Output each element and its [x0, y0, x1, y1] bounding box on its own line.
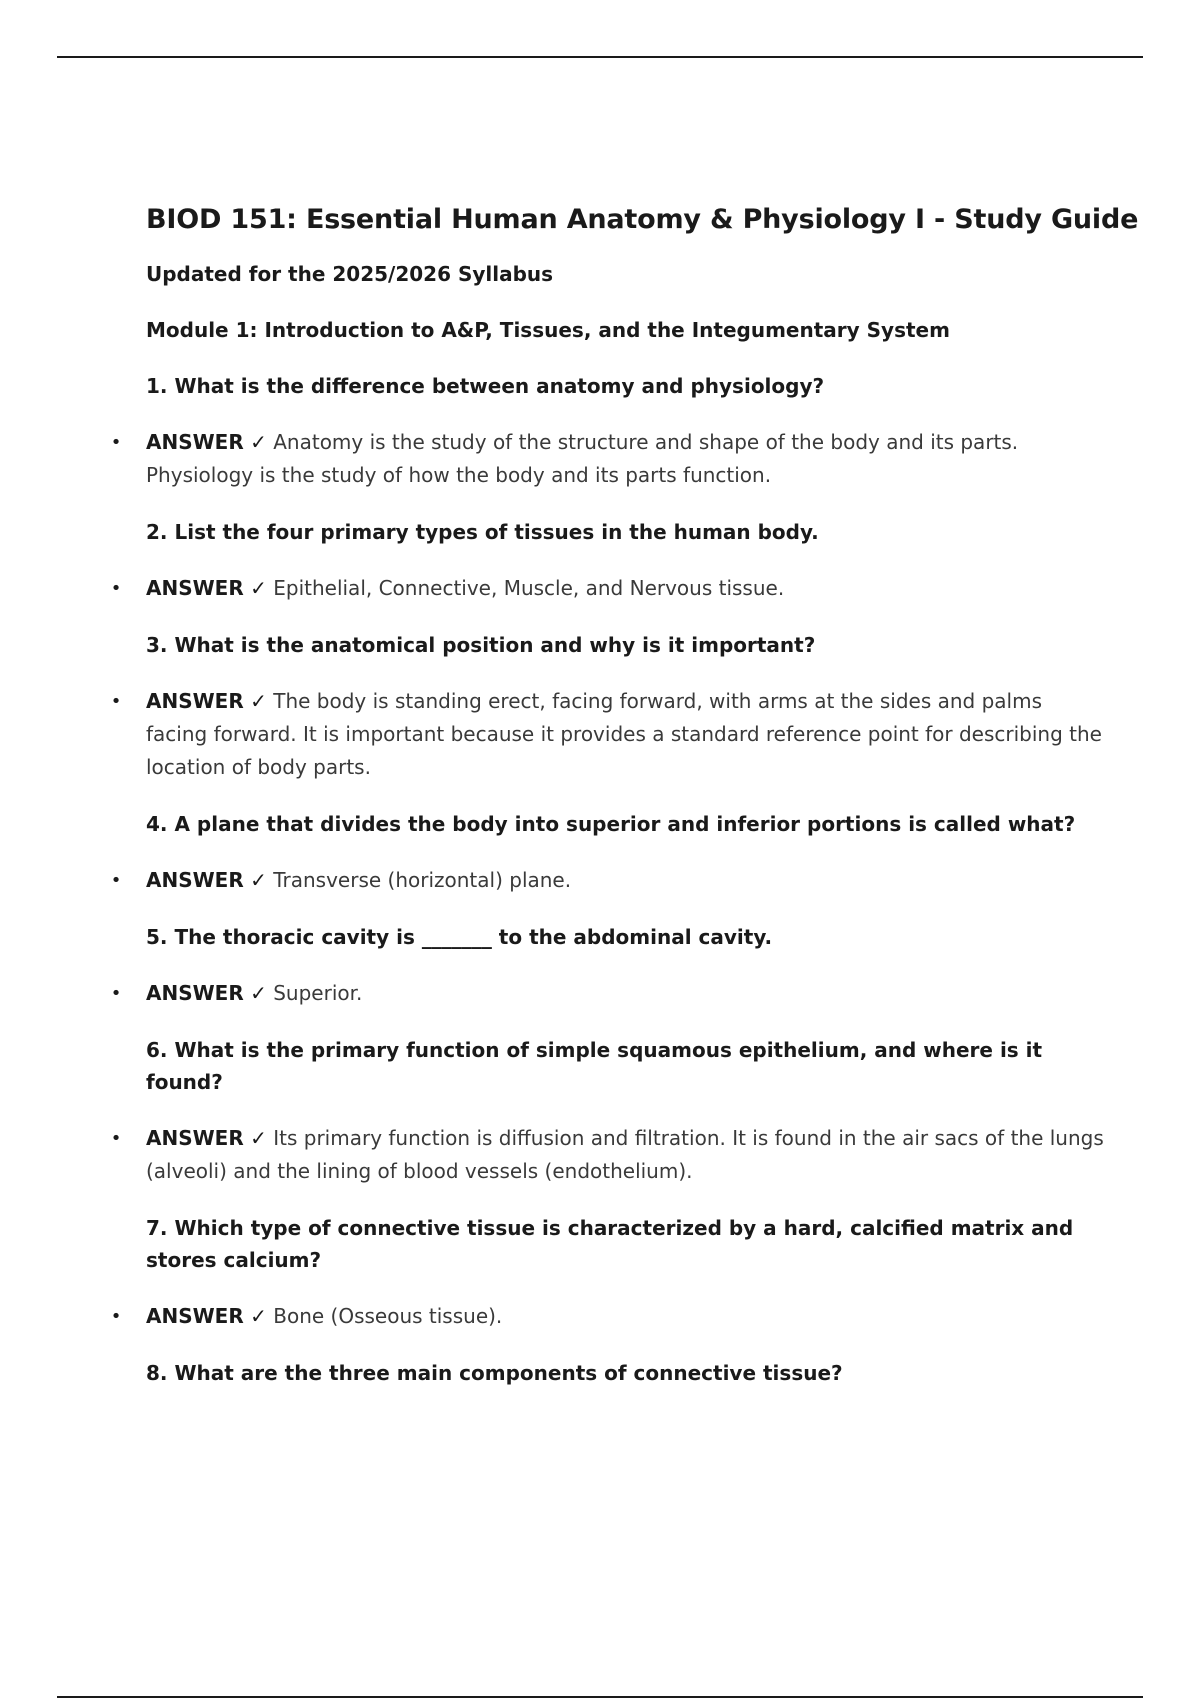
answer-6 [110, 1122, 1106, 1188]
answer-text: Epithelial, Connective, Muscle, and Nervous tissue. [273, 576, 785, 600]
check-icon: ✓ [250, 430, 267, 454]
check-icon: ✓ [250, 981, 267, 1005]
module-heading: Module 1: Introduction to A&P, Tissues, and the Integumentary System [146, 318, 950, 342]
answer-label: ANSWER [146, 981, 244, 1005]
answer-text: Superior. [273, 981, 363, 1005]
document-title: BIOD 151: Essential Human Anatomy & Physiology I - Study Guide [146, 204, 1139, 235]
answer-label: ANSWER [146, 1304, 244, 1328]
qa-list [110, 370, 1106, 1333]
answer-label: ANSWER [146, 1126, 244, 1150]
answer-3 [110, 685, 1106, 784]
question-6: 6. What is the primary function of simple squamous epithelium, and where is it found? [146, 1038, 1043, 1094]
answer-text: Its primary function is diffusion and filtration. It is found in the air sacs of the lungs (alveoli) and the lining of blood vessels (endothelium). [146, 1126, 1104, 1183]
check-icon: ✓ [250, 689, 267, 713]
answer-text: Anatomy is the study of the structure and shape of the body and its parts. Physiology is the study of how the body and its parts function. [146, 430, 1019, 487]
answer-5 [110, 977, 1106, 1010]
document-subtitle: Updated for the 2025/2026 Syllabus [146, 262, 554, 286]
check-icon: ✓ [250, 1126, 267, 1150]
answer-4 [110, 864, 1106, 897]
bullet-icon: • [110, 870, 122, 891]
answer-label: ANSWER [146, 868, 244, 892]
answer-2 [110, 572, 1106, 605]
answer-text: The body is standing erect, facing forward, with arms at the sides and palms facing forward. It is important because it provides a standard reference point for describing the location of body parts. [146, 689, 1102, 779]
question-7: 7. Which type of connective tissue is characterized by a hard, calcified matrix and stores calcium? [146, 1216, 1074, 1272]
bullet-icon: • [110, 983, 122, 1004]
bottom-divider [57, 1696, 1143, 1698]
answer-label: ANSWER [146, 576, 244, 600]
question-2: 2. List the four primary types of tissues in the human body. [146, 520, 819, 544]
check-icon: ✓ [250, 868, 267, 892]
answer-label: ANSWER [146, 689, 244, 713]
answer-7 [110, 1300, 1106, 1333]
document-body [110, 200, 1139, 1413]
bullet-icon: • [110, 1128, 122, 1149]
question-5: 5. The thoracic cavity is _______ to the abdominal cavity. [146, 925, 773, 949]
question-3: 3. What is the anatomical position and why is it important? [146, 633, 816, 657]
bullet-icon: • [110, 432, 122, 453]
question-8: 8. What are the three main components of connective tissue? [146, 1361, 843, 1385]
top-divider [57, 56, 1143, 58]
bullet-icon: • [110, 691, 122, 712]
answer-1 [110, 426, 1106, 492]
question-4: 4. A plane that divides the body into superior and inferior portions is called what? [146, 812, 1076, 836]
question-1: 1. What is the difference between anatomy and physiology? [146, 374, 825, 398]
answer-text: Bone (Osseous tissue). [273, 1304, 503, 1328]
check-icon: ✓ [250, 576, 267, 600]
check-icon: ✓ [250, 1304, 267, 1328]
answer-text: Transverse (horizontal) plane. [273, 868, 572, 892]
bullet-icon: • [110, 1306, 122, 1327]
answer-label: ANSWER [146, 430, 244, 454]
bullet-icon: • [110, 578, 122, 599]
